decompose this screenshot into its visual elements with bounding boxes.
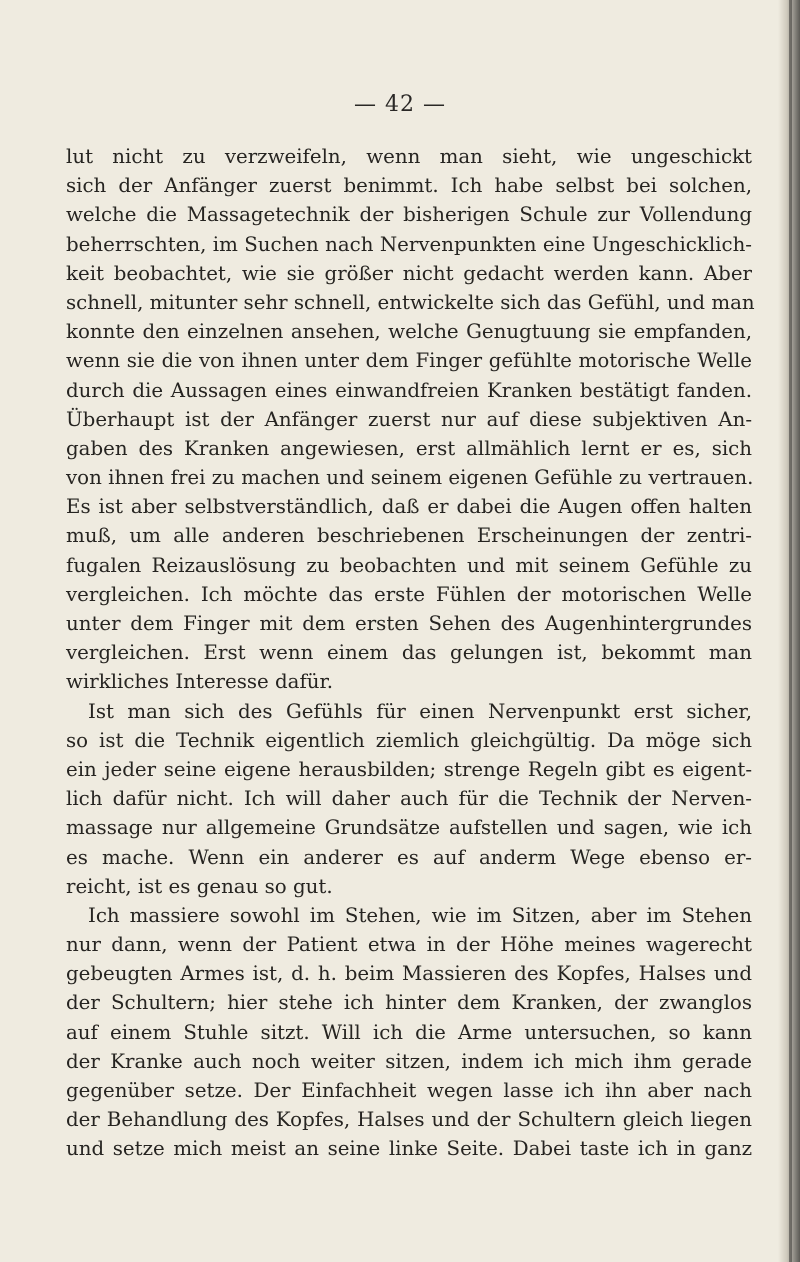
text-line: gegenüber setze. Der Einfachheit wegen lasse ich ihn aber nach (66, 1079, 752, 1102)
text-line: der Schultern; hier stehe ich hinter dem Kranken, der zwanglos (66, 991, 752, 1015)
text-line: vergleichen. Erst wenn einem das gelungen ist, bekommt man (66, 641, 752, 665)
text-line: konnte den einzelnen ansehen, welche Genugtuung sie empfanden, (66, 320, 752, 344)
text-line: sich der Anfänger zuerst benimmt. Ich habe selbst bei solchen, (66, 174, 752, 198)
text-line: unter dem Finger mit dem ersten Sehen des Augenhintergrundes (66, 612, 752, 635)
text-line: Ich massiere sowohl im Stehen, wie im Sitzen, aber im Stehen (88, 903, 752, 927)
text-line: vergleichen. Ich möchte das erste Fühlen der motorischen Welle (66, 582, 752, 606)
text-line: fugalen Reizauslösung zu beobachten und mit seinem Gefühle zu (66, 553, 752, 577)
text-line: welche die Massagetechnik der bisherigen Schule zur Vollendung (66, 203, 752, 227)
text-line: Es ist aber selbstverständlich, daß er dabei die Augen offen halten (66, 495, 752, 519)
text-line: auf einem Stuhle sitzt. Will ich die Arme untersuchen, so kann (66, 1020, 752, 1044)
text-line: durch die Aussagen eines einwandfreien Kranken bestätigt fanden. (66, 378, 752, 402)
text-line: ein jeder seine eigene herausbilden; strenge Regeln gibt es eigent- (66, 757, 752, 781)
text-line: massage nur allgemeine Grundsätze aufstellen und sagen, wie ich (66, 816, 752, 840)
text-line: reicht, ist es genau so gut. (66, 874, 333, 898)
text-line: der Kranke auch noch weiter sitzen, indem ich mich ihm gerade (66, 1049, 752, 1073)
text-line: beherrschten, im Suchen nach Nervenpunkten eine Ungeschicklich- (66, 232, 752, 256)
body-text (66, 142, 755, 1164)
text-line: lut nicht zu verzweifeln, wenn man sieht, wie ungeschickt (66, 145, 752, 168)
text-line: wenn sie die von ihnen unter dem Finger gefühlte motorische Welle (66, 349, 752, 373)
text-line: gebeugten Armes ist, d. h. beim Massieren des Kopfes, Halses und (66, 962, 752, 986)
text-line: so ist die Technik eigentlich ziemlich gleichgültig. Da möge sich (66, 728, 752, 752)
text-line: von ihnen frei zu machen und seinem eigenen Gefühle zu vertrauen. (66, 466, 754, 490)
text-line: Ist man sich des Gefühls für einen Nervenpunkt erst sicher, (88, 699, 752, 723)
text-line: es mache. Wenn ein anderer es auf anderm Wege ebenso er- (66, 845, 752, 869)
text-line: nur dann, wenn der Patient etwa in der Höhe meines wagerecht (66, 933, 752, 957)
text-line: muß, um alle anderen beschriebenen Erscheinungen der zentri- (66, 524, 752, 548)
text-line: schnell, mitunter sehr schnell, entwickelte sich das Gefühl, und man (66, 290, 755, 314)
text-line: und setze mich meist an seine linke Seite. Dabei taste ich in ganz (66, 1137, 752, 1161)
text-line: keit beobachtet, wie sie größer nicht gedacht werden kann. Aber (66, 261, 752, 285)
text-line: Überhaupt ist der Anfänger zuerst nur auf diese subjektiven An- (66, 407, 752, 431)
text-line: lich dafür nicht. Ich will daher auch für die Technik der Nerven- (66, 787, 752, 811)
text-line: der Behandlung des Kopfes, Halses und der Schultern gleich liegen (66, 1108, 752, 1132)
page-number: — 42 — (354, 92, 446, 117)
text-line: wirkliches Interesse dafür. (66, 670, 334, 694)
page-edge-binding (789, 0, 792, 1262)
text-line: gaben des Kranken angewiesen, erst allmählich lernt er es, sich (66, 436, 752, 460)
